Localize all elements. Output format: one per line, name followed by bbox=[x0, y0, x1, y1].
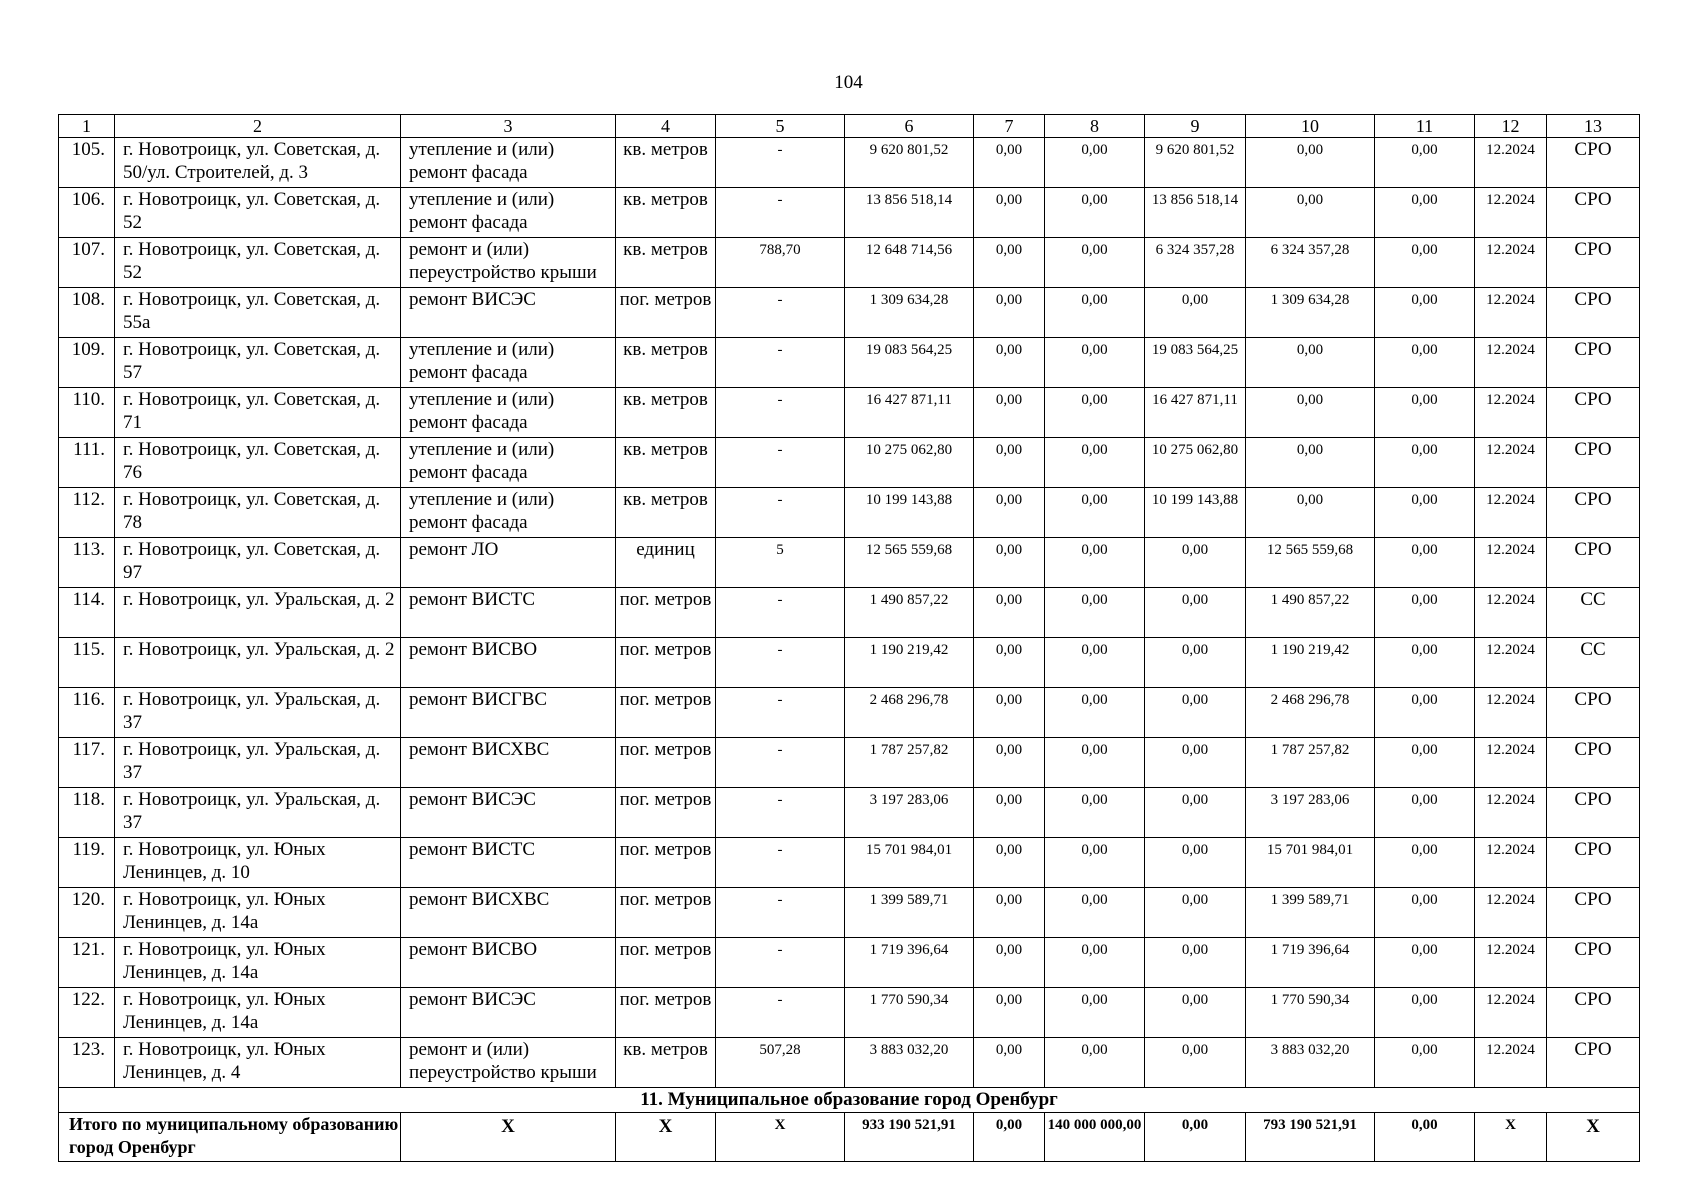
col7-cell: 0,00 bbox=[974, 188, 1045, 238]
address-cell: г. Новотроицк, ул. Советская, д. 78 bbox=[115, 488, 401, 538]
date-cell: 12.2024 bbox=[1475, 488, 1547, 538]
table-row bbox=[59, 188, 1640, 238]
table-row bbox=[59, 488, 1640, 538]
col10-cell: 1 309 634,28 bbox=[1246, 288, 1375, 338]
col10-cell: 12 565 559,68 bbox=[1246, 538, 1375, 588]
col7-cell: 0,00 bbox=[974, 388, 1045, 438]
section-title: 11. Муниципальное образование город Оренбург bbox=[59, 1088, 1640, 1113]
col10-cell: 0,00 bbox=[1246, 188, 1375, 238]
col8-cell: 0,00 bbox=[1045, 738, 1145, 788]
row-number: 118. bbox=[59, 788, 115, 838]
work-type-cell: утепление и (или) ремонт фасада bbox=[401, 488, 616, 538]
date-cell: 12.2024 bbox=[1475, 188, 1547, 238]
col7-cell: 0,00 bbox=[974, 588, 1045, 638]
page-number: 104 bbox=[834, 72, 863, 93]
col10-cell: 6 324 357,28 bbox=[1246, 238, 1375, 288]
quantity-cell: - bbox=[716, 338, 845, 388]
col9-cell: 0,00 bbox=[1145, 888, 1246, 938]
column-number: 10 bbox=[1246, 115, 1375, 138]
col9-cell: 0,00 bbox=[1145, 1038, 1246, 1088]
quantity-cell: - bbox=[716, 438, 845, 488]
table-row bbox=[59, 738, 1640, 788]
col10-cell: 1 787 257,82 bbox=[1246, 738, 1375, 788]
executor-cell: СРО bbox=[1547, 338, 1640, 388]
col8-cell: 0,00 bbox=[1045, 138, 1145, 188]
work-type-cell: ремонт ВИСГВС bbox=[401, 688, 616, 738]
col7-cell: 0,00 bbox=[974, 688, 1045, 738]
total-cost-cell: 3 883 032,20 bbox=[845, 1038, 974, 1088]
work-type-cell: ремонт ВИСТС bbox=[401, 588, 616, 638]
address-cell: г. Новотроицк, ул. Юных Ленинцев, д. 14а bbox=[115, 938, 401, 988]
col10-cell: 15 701 984,01 bbox=[1246, 838, 1375, 888]
column-number: 6 bbox=[845, 115, 974, 138]
col8-cell: 0,00 bbox=[1045, 338, 1145, 388]
quantity-cell: - bbox=[716, 988, 845, 1038]
total-col8: 140 000 000,00 bbox=[1045, 1113, 1145, 1162]
work-type-cell: утепление и (или) ремонт фасада bbox=[401, 138, 616, 188]
quantity-cell: - bbox=[716, 788, 845, 838]
quantity-cell: 788,70 bbox=[716, 238, 845, 288]
table-row bbox=[59, 338, 1640, 388]
col9-cell: 0,00 bbox=[1145, 588, 1246, 638]
address-cell: г. Новотроицк, ул. Уральская, д. 2 bbox=[115, 638, 401, 688]
date-cell: 12.2024 bbox=[1475, 138, 1547, 188]
col9-cell: 0,00 bbox=[1145, 288, 1246, 338]
total-cost-cell: 13 856 518,14 bbox=[845, 188, 974, 238]
unit-cell: пог. метров bbox=[616, 838, 716, 888]
table-row bbox=[59, 688, 1640, 738]
quantity-cell: - bbox=[716, 688, 845, 738]
col9-cell: 13 856 518,14 bbox=[1145, 188, 1246, 238]
total-col11: 0,00 bbox=[1375, 1113, 1475, 1162]
col8-cell: 0,00 bbox=[1045, 638, 1145, 688]
address-cell: г. Новотроицк, ул. Уральская, д. 37 bbox=[115, 738, 401, 788]
row-number: 116. bbox=[59, 688, 115, 738]
date-cell: 12.2024 bbox=[1475, 938, 1547, 988]
row-number: 106. bbox=[59, 188, 115, 238]
table-row bbox=[59, 938, 1640, 988]
col7-cell: 0,00 bbox=[974, 938, 1045, 988]
column-number: 3 bbox=[401, 115, 616, 138]
column-number: 12 bbox=[1475, 115, 1547, 138]
col10-cell: 1 770 590,34 bbox=[1246, 988, 1375, 1038]
col7-cell: 0,00 bbox=[974, 1038, 1045, 1088]
col10-cell: 1 190 219,42 bbox=[1246, 638, 1375, 688]
col7-cell: 0,00 bbox=[974, 288, 1045, 338]
col10-cell: 0,00 bbox=[1246, 138, 1375, 188]
total-cost-cell: 1 490 857,22 bbox=[845, 588, 974, 638]
col7-cell: 0,00 bbox=[974, 538, 1045, 588]
unit-cell: пог. метров bbox=[616, 888, 716, 938]
row-number: 108. bbox=[59, 288, 115, 338]
executor-cell: СС bbox=[1547, 638, 1640, 688]
col9-cell: 19 083 564,25 bbox=[1145, 338, 1246, 388]
col8-cell: 0,00 bbox=[1045, 288, 1145, 338]
unit-cell: кв. метров bbox=[616, 238, 716, 288]
col9-cell: 16 427 871,11 bbox=[1145, 388, 1246, 438]
executor-cell: СРО bbox=[1547, 138, 1640, 188]
row-number: 111. bbox=[59, 438, 115, 488]
table-row bbox=[59, 438, 1640, 488]
table-row bbox=[59, 538, 1640, 588]
unit-cell: пог. метров bbox=[616, 588, 716, 638]
col11-cell: 0,00 bbox=[1375, 188, 1475, 238]
col8-cell: 0,00 bbox=[1045, 1038, 1145, 1088]
date-cell: 12.2024 bbox=[1475, 788, 1547, 838]
table-row bbox=[59, 388, 1640, 438]
executor-cell: СРО bbox=[1547, 1038, 1640, 1088]
work-type-cell: ремонт ВИСВО bbox=[401, 938, 616, 988]
work-type-cell: ремонт ВИСХВС bbox=[401, 888, 616, 938]
row-number: 110. bbox=[59, 388, 115, 438]
col9-cell: 9 620 801,52 bbox=[1145, 138, 1246, 188]
row-number: 107. bbox=[59, 238, 115, 288]
col7-cell: 0,00 bbox=[974, 738, 1045, 788]
total-cost-cell: 9 620 801,52 bbox=[845, 138, 974, 188]
unit-cell: пог. метров bbox=[616, 688, 716, 738]
row-number: 119. bbox=[59, 838, 115, 888]
col10-cell: 0,00 bbox=[1246, 488, 1375, 538]
date-cell: 12.2024 bbox=[1475, 838, 1547, 888]
address-cell: г. Новотроицк, ул. Советская, д. 71 bbox=[115, 388, 401, 438]
total-cost-cell: 1 399 589,71 bbox=[845, 888, 974, 938]
unit-cell: кв. метров bbox=[616, 488, 716, 538]
total-cost-cell: 12 648 714,56 bbox=[845, 238, 974, 288]
executor-cell: СРО bbox=[1547, 688, 1640, 738]
quantity-cell: - bbox=[716, 188, 845, 238]
row-number: 122. bbox=[59, 988, 115, 1038]
row-number: 105. bbox=[59, 138, 115, 188]
row-number: 112. bbox=[59, 488, 115, 538]
executor-cell: СРО bbox=[1547, 238, 1640, 288]
row-number: 109. bbox=[59, 338, 115, 388]
quantity-cell: - bbox=[716, 738, 845, 788]
col11-cell: 0,00 bbox=[1375, 488, 1475, 538]
date-cell: 12.2024 bbox=[1475, 888, 1547, 938]
total-col7: 0,00 bbox=[974, 1113, 1045, 1162]
date-cell: 12.2024 bbox=[1475, 388, 1547, 438]
col8-cell: 0,00 bbox=[1045, 888, 1145, 938]
work-type-cell: утепление и (или) ремонт фасада bbox=[401, 188, 616, 238]
address-cell: г. Новотроицк, ул. Юных Ленинцев, д. 4 bbox=[115, 1038, 401, 1088]
total-quantity: X bbox=[716, 1113, 845, 1162]
address-cell: г. Новотроицк, ул. Советская, д. 76 bbox=[115, 438, 401, 488]
address-cell: г. Новотроицк, ул. Советская, д. 52 bbox=[115, 238, 401, 288]
row-number: 113. bbox=[59, 538, 115, 588]
total-cost-cell: 10 275 062,80 bbox=[845, 438, 974, 488]
unit-cell: пог. метров bbox=[616, 638, 716, 688]
col9-cell: 10 199 143,88 bbox=[1145, 488, 1246, 538]
column-number: 5 bbox=[716, 115, 845, 138]
table-row bbox=[59, 788, 1640, 838]
executor-cell: СРО bbox=[1547, 288, 1640, 338]
col9-cell: 0,00 bbox=[1145, 838, 1246, 888]
col10-cell: 2 468 296,78 bbox=[1246, 688, 1375, 738]
work-type-cell: ремонт ВИСХВС bbox=[401, 738, 616, 788]
table-row bbox=[59, 838, 1640, 888]
quantity-cell: - bbox=[716, 888, 845, 938]
col11-cell: 0,00 bbox=[1375, 438, 1475, 488]
quantity-cell: - bbox=[716, 488, 845, 538]
executor-cell: СРО bbox=[1547, 388, 1640, 438]
col9-cell: 0,00 bbox=[1145, 738, 1246, 788]
date-cell: 12.2024 bbox=[1475, 638, 1547, 688]
row-number: 114. bbox=[59, 588, 115, 638]
table-row bbox=[59, 588, 1640, 638]
col8-cell: 0,00 bbox=[1045, 788, 1145, 838]
address-cell: г. Новотроицк, ул. Советская, д. 55а bbox=[115, 288, 401, 338]
table-row bbox=[59, 1038, 1640, 1088]
unit-cell: пог. метров bbox=[616, 788, 716, 838]
total-cost-cell: 3 197 283,06 bbox=[845, 788, 974, 838]
row-number: 121. bbox=[59, 938, 115, 988]
date-cell: 12.2024 bbox=[1475, 1038, 1547, 1088]
col9-cell: 6 324 357,28 bbox=[1145, 238, 1246, 288]
col7-cell: 0,00 bbox=[974, 488, 1045, 538]
total-col9: 0,00 bbox=[1145, 1113, 1246, 1162]
col7-cell: 0,00 bbox=[974, 888, 1045, 938]
address-cell: г. Новотроицк, ул. Советская, д. 52 bbox=[115, 188, 401, 238]
col8-cell: 0,00 bbox=[1045, 588, 1145, 638]
total-cost-cell: 12 565 559,68 bbox=[845, 538, 974, 588]
column-number: 7 bbox=[974, 115, 1045, 138]
col8-cell: 0,00 bbox=[1045, 988, 1145, 1038]
unit-cell: пог. метров bbox=[616, 938, 716, 988]
section-header-row bbox=[59, 1088, 1640, 1113]
col11-cell: 0,00 bbox=[1375, 888, 1475, 938]
col7-cell: 0,00 bbox=[974, 838, 1045, 888]
col11-cell: 0,00 bbox=[1375, 1038, 1475, 1088]
work-type-cell: утепление и (или) ремонт фасада bbox=[401, 438, 616, 488]
column-number: 2 bbox=[115, 115, 401, 138]
date-cell: 12.2024 bbox=[1475, 438, 1547, 488]
col10-cell: 0,00 bbox=[1246, 338, 1375, 388]
address-cell: г. Новотроицк, ул. Советская, д. 57 bbox=[115, 338, 401, 388]
executor-cell: СС bbox=[1547, 588, 1640, 638]
executor-cell: СРО bbox=[1547, 788, 1640, 838]
quantity-cell: - bbox=[716, 388, 845, 438]
column-number: 13 bbox=[1547, 115, 1640, 138]
quantity-cell: - bbox=[716, 638, 845, 688]
row-number: 117. bbox=[59, 738, 115, 788]
quantity-cell: - bbox=[716, 138, 845, 188]
col9-cell: 0,00 bbox=[1145, 538, 1246, 588]
row-number: 115. bbox=[59, 638, 115, 688]
col8-cell: 0,00 bbox=[1045, 238, 1145, 288]
work-type-cell: ремонт и (или) переустройство крыши bbox=[401, 238, 616, 288]
address-cell: г. Новотроицк, ул. Уральская, д. 2 bbox=[115, 588, 401, 638]
address-cell: г. Новотроицк, ул. Советская, д. 50/ул. Строителей, д. 3 bbox=[115, 138, 401, 188]
column-number: 11 bbox=[1375, 115, 1475, 138]
col11-cell: 0,00 bbox=[1375, 938, 1475, 988]
col7-cell: 0,00 bbox=[974, 438, 1045, 488]
address-cell: г. Новотроицк, ул. Юных Ленинцев, д. 10 bbox=[115, 838, 401, 888]
total-cost: 933 190 521,91 bbox=[845, 1113, 974, 1162]
address-cell: г. Новотроицк, ул. Юных Ленинцев, д. 14а bbox=[115, 988, 401, 1038]
column-number-row bbox=[59, 115, 1640, 138]
col8-cell: 0,00 bbox=[1045, 938, 1145, 988]
col10-cell: 1 490 857,22 bbox=[1246, 588, 1375, 638]
table-row bbox=[59, 638, 1640, 688]
col9-cell: 0,00 bbox=[1145, 688, 1246, 738]
work-type-cell: ремонт и (или) переустройство крыши bbox=[401, 1038, 616, 1088]
col11-cell: 0,00 bbox=[1375, 788, 1475, 838]
col11-cell: 0,00 bbox=[1375, 688, 1475, 738]
col11-cell: 0,00 bbox=[1375, 138, 1475, 188]
unit-cell: кв. метров bbox=[616, 1038, 716, 1088]
col9-cell: 0,00 bbox=[1145, 788, 1246, 838]
unit-cell: кв. метров bbox=[616, 138, 716, 188]
executor-cell: СРО bbox=[1547, 988, 1640, 1038]
total-cost-cell: 16 427 871,11 bbox=[845, 388, 974, 438]
unit-cell: кв. метров bbox=[616, 438, 716, 488]
total-col13: X bbox=[1547, 1113, 1640, 1162]
col11-cell: 0,00 bbox=[1375, 738, 1475, 788]
quantity-cell: 5 bbox=[716, 538, 845, 588]
col10-cell: 3 197 283,06 bbox=[1246, 788, 1375, 838]
col10-cell: 3 883 032,20 bbox=[1246, 1038, 1375, 1088]
col7-cell: 0,00 bbox=[974, 988, 1045, 1038]
col9-cell: 0,00 bbox=[1145, 938, 1246, 988]
work-type-cell: ремонт ВИСВО bbox=[401, 638, 616, 688]
col8-cell: 0,00 bbox=[1045, 388, 1145, 438]
column-number: 1 bbox=[59, 115, 115, 138]
address-cell: г. Новотроицк, ул. Советская, д. 97 bbox=[115, 538, 401, 588]
work-type-cell: ремонт ВИСЭС bbox=[401, 788, 616, 838]
col11-cell: 0,00 bbox=[1375, 388, 1475, 438]
col11-cell: 0,00 bbox=[1375, 338, 1475, 388]
col11-cell: 0,00 bbox=[1375, 638, 1475, 688]
table-row bbox=[59, 888, 1640, 938]
total-label: Итого по муниципальному образованию город Оренбург bbox=[59, 1113, 401, 1162]
work-type-cell: ремонт ВИСЭС bbox=[401, 988, 616, 1038]
row-number: 120. bbox=[59, 888, 115, 938]
col8-cell: 0,00 bbox=[1045, 488, 1145, 538]
executor-cell: СРО bbox=[1547, 538, 1640, 588]
col8-cell: 0,00 bbox=[1045, 188, 1145, 238]
col7-cell: 0,00 bbox=[974, 338, 1045, 388]
executor-cell: СРО bbox=[1547, 838, 1640, 888]
total-cost-cell: 1 719 396,64 bbox=[845, 938, 974, 988]
unit-cell: кв. метров bbox=[616, 388, 716, 438]
total-cost-cell: 1 787 257,82 bbox=[845, 738, 974, 788]
table-row bbox=[59, 238, 1640, 288]
col9-cell: 0,00 bbox=[1145, 638, 1246, 688]
col11-cell: 0,00 bbox=[1375, 588, 1475, 638]
col9-cell: 0,00 bbox=[1145, 988, 1246, 1038]
table-row bbox=[59, 138, 1640, 188]
executor-cell: СРО bbox=[1547, 738, 1640, 788]
column-number: 4 bbox=[616, 115, 716, 138]
unit-cell: единиц bbox=[616, 538, 716, 588]
col10-cell: 0,00 bbox=[1246, 388, 1375, 438]
date-cell: 12.2024 bbox=[1475, 988, 1547, 1038]
capital-repair-table bbox=[58, 114, 1640, 1162]
row-number: 123. bbox=[59, 1038, 115, 1088]
total-cost-cell: 1 190 219,42 bbox=[845, 638, 974, 688]
col8-cell: 0,00 bbox=[1045, 688, 1145, 738]
quantity-cell: 507,28 bbox=[716, 1038, 845, 1088]
col10-cell: 1 719 396,64 bbox=[1246, 938, 1375, 988]
date-cell: 12.2024 bbox=[1475, 688, 1547, 738]
col8-cell: 0,00 bbox=[1045, 538, 1145, 588]
address-cell: г. Новотроицк, ул. Уральская, д. 37 bbox=[115, 688, 401, 738]
executor-cell: СРО bbox=[1547, 938, 1640, 988]
col7-cell: 0,00 bbox=[974, 788, 1045, 838]
total-unit: X bbox=[616, 1113, 716, 1162]
total-col12: X bbox=[1475, 1113, 1547, 1162]
unit-cell: кв. метров bbox=[616, 188, 716, 238]
col7-cell: 0,00 bbox=[974, 638, 1045, 688]
col7-cell: 0,00 bbox=[974, 138, 1045, 188]
date-cell: 12.2024 bbox=[1475, 738, 1547, 788]
total-work: X bbox=[401, 1113, 616, 1162]
col9-cell: 10 275 062,80 bbox=[1145, 438, 1246, 488]
date-cell: 12.2024 bbox=[1475, 338, 1547, 388]
work-type-cell: утепление и (или) ремонт фасада bbox=[401, 388, 616, 438]
date-cell: 12.2024 bbox=[1475, 538, 1547, 588]
work-type-cell: ремонт ВИСЭС bbox=[401, 288, 616, 338]
unit-cell: кв. метров bbox=[616, 338, 716, 388]
total-col10: 793 190 521,91 bbox=[1246, 1113, 1375, 1162]
executor-cell: СРО bbox=[1547, 888, 1640, 938]
col11-cell: 0,00 bbox=[1375, 288, 1475, 338]
executor-cell: СРО bbox=[1547, 188, 1640, 238]
quantity-cell: - bbox=[716, 588, 845, 638]
quantity-cell: - bbox=[716, 838, 845, 888]
work-type-cell: ремонт ВИСТС bbox=[401, 838, 616, 888]
col11-cell: 0,00 bbox=[1375, 988, 1475, 1038]
col10-cell: 0,00 bbox=[1246, 438, 1375, 488]
unit-cell: пог. метров bbox=[616, 738, 716, 788]
quantity-cell: - bbox=[716, 288, 845, 338]
executor-cell: СРО bbox=[1547, 488, 1640, 538]
total-cost-cell: 19 083 564,25 bbox=[845, 338, 974, 388]
total-cost-cell: 1 770 590,34 bbox=[845, 988, 974, 1038]
col7-cell: 0,00 bbox=[974, 238, 1045, 288]
address-cell: г. Новотроицк, ул. Юных Ленинцев, д. 14а bbox=[115, 888, 401, 938]
total-row bbox=[59, 1113, 1640, 1162]
date-cell: 12.2024 bbox=[1475, 288, 1547, 338]
total-cost-cell: 2 468 296,78 bbox=[845, 688, 974, 738]
col10-cell: 1 399 589,71 bbox=[1246, 888, 1375, 938]
col11-cell: 0,00 bbox=[1375, 238, 1475, 288]
col11-cell: 0,00 bbox=[1375, 538, 1475, 588]
column-number: 9 bbox=[1145, 115, 1246, 138]
total-cost-cell: 1 309 634,28 bbox=[845, 288, 974, 338]
col11-cell: 0,00 bbox=[1375, 838, 1475, 888]
date-cell: 12.2024 bbox=[1475, 588, 1547, 638]
total-cost-cell: 10 199 143,88 bbox=[845, 488, 974, 538]
work-type-cell: ремонт ЛО bbox=[401, 538, 616, 588]
total-cost-cell: 15 701 984,01 bbox=[845, 838, 974, 888]
quantity-cell: - bbox=[716, 938, 845, 988]
work-type-cell: утепление и (или) ремонт фасада bbox=[401, 338, 616, 388]
unit-cell: пог. метров bbox=[616, 988, 716, 1038]
address-cell: г. Новотроицк, ул. Уральская, д. 37 bbox=[115, 788, 401, 838]
unit-cell: пог. метров bbox=[616, 288, 716, 338]
executor-cell: СРО bbox=[1547, 438, 1640, 488]
col8-cell: 0,00 bbox=[1045, 838, 1145, 888]
col8-cell: 0,00 bbox=[1045, 438, 1145, 488]
table-row bbox=[59, 288, 1640, 338]
column-number: 8 bbox=[1045, 115, 1145, 138]
table-row bbox=[59, 988, 1640, 1038]
date-cell: 12.2024 bbox=[1475, 238, 1547, 288]
